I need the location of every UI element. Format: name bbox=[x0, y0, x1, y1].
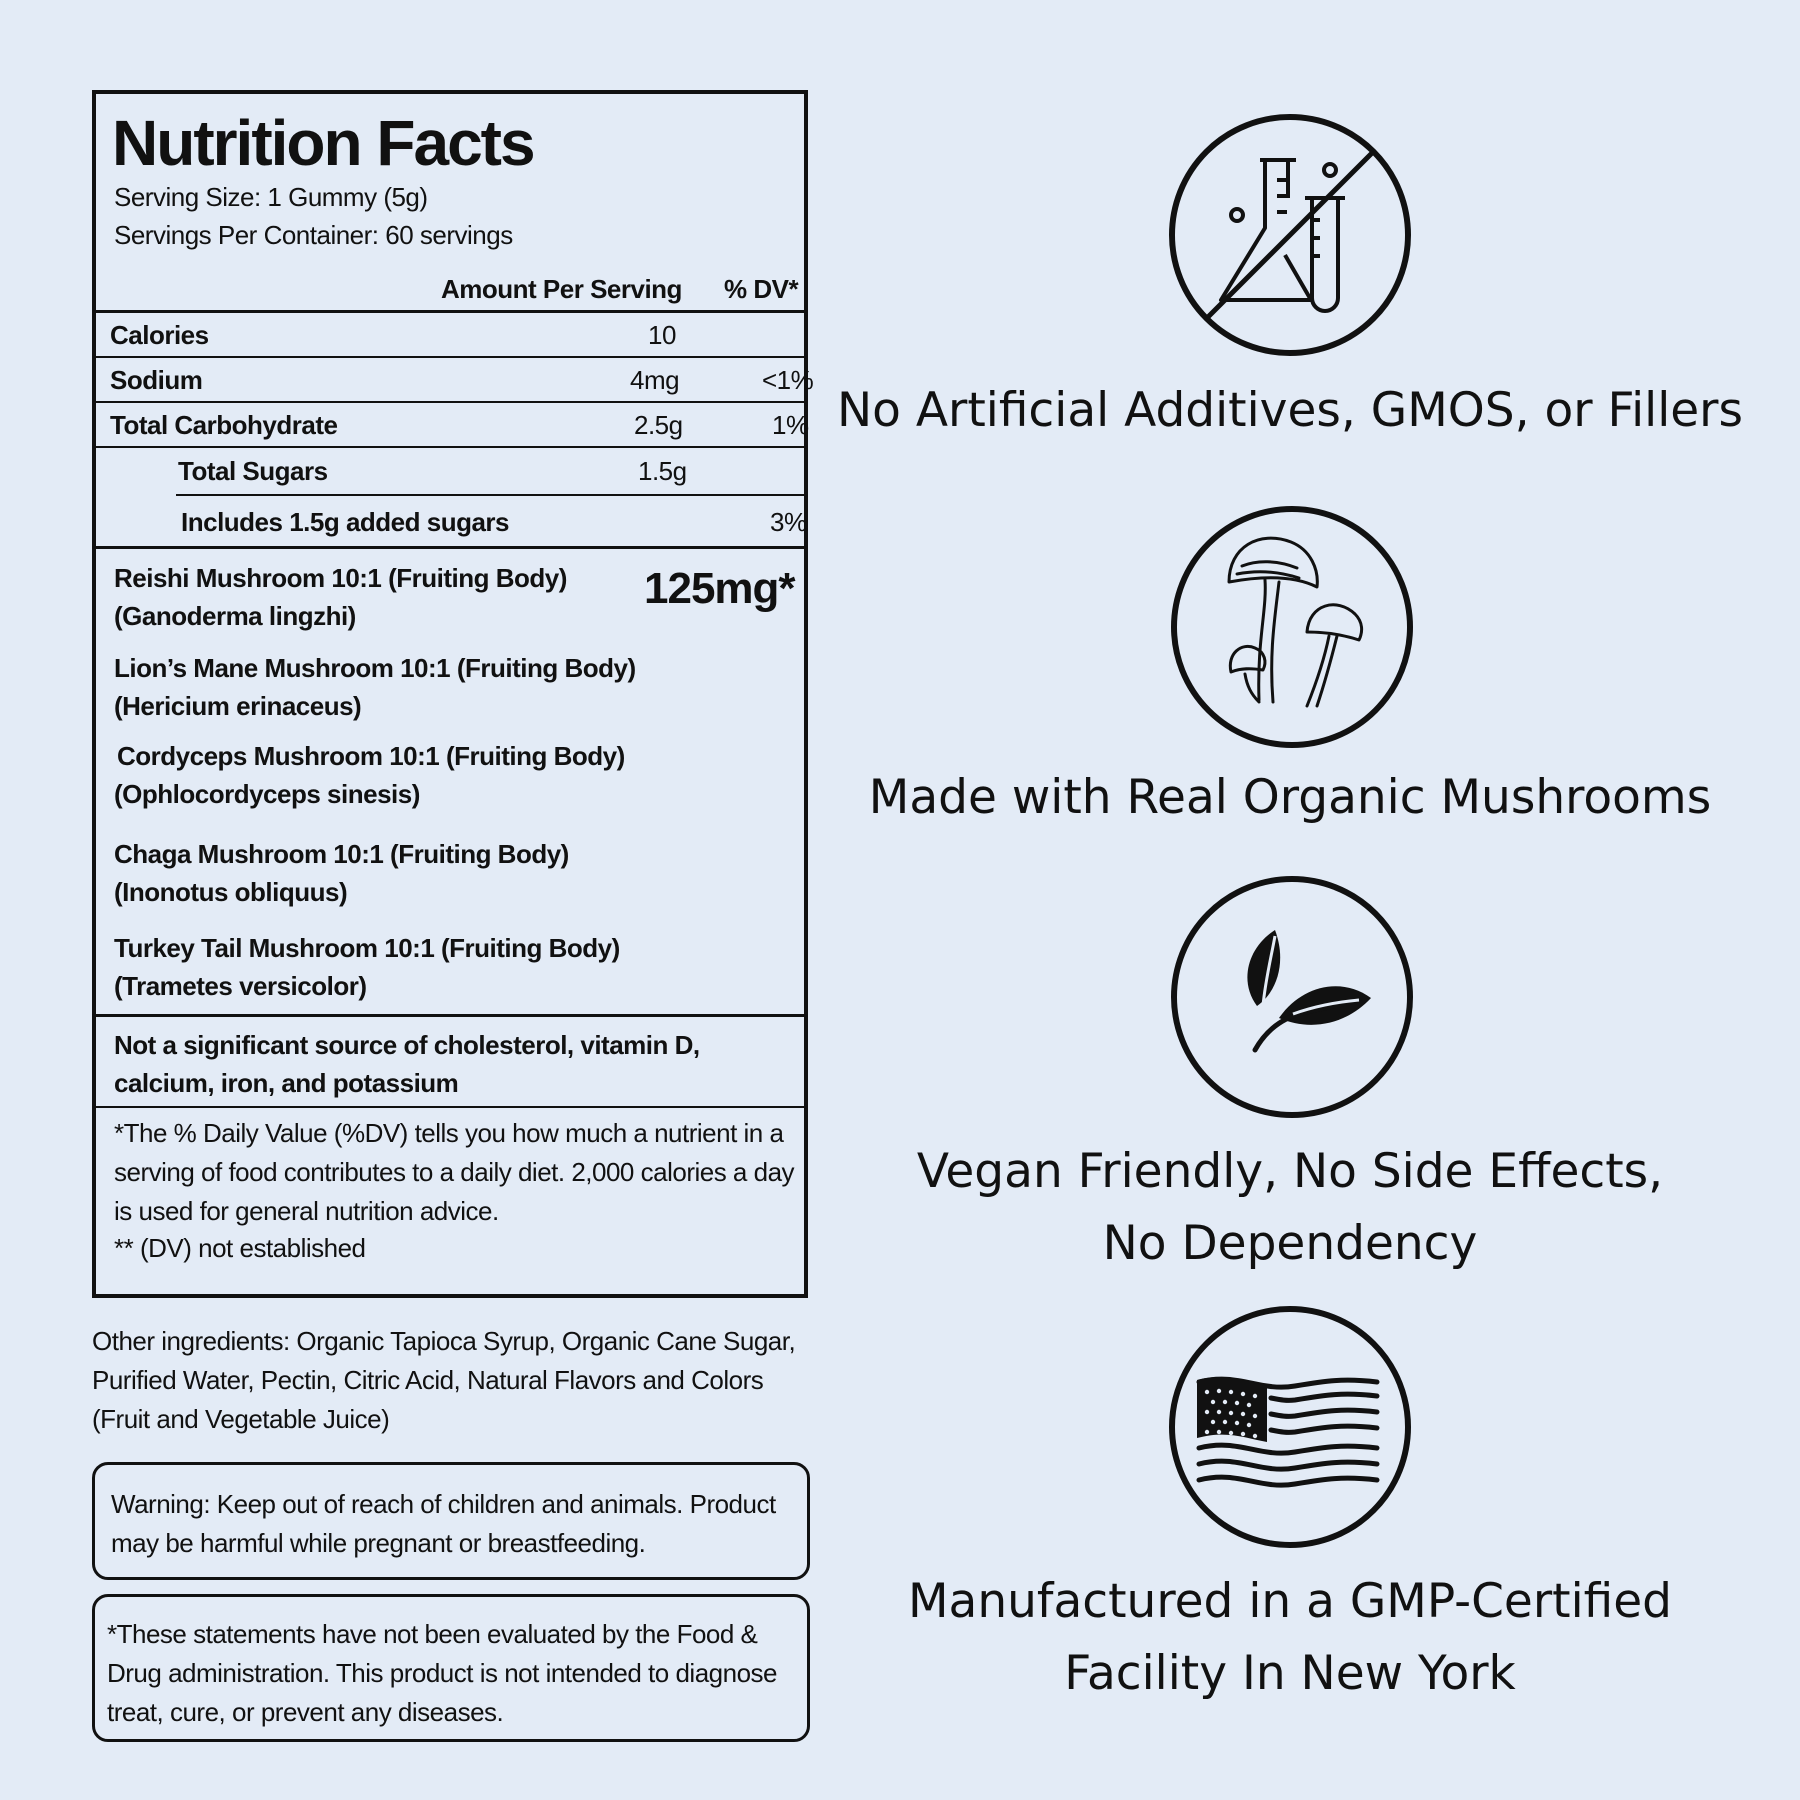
ingredient-latin: (Ophlocordyceps sinesis) bbox=[114, 779, 420, 809]
divider bbox=[96, 546, 804, 549]
feature-line: Facility In New York bbox=[1064, 1646, 1516, 1701]
row-dv-added-sugars: 3% bbox=[770, 507, 807, 537]
ingredient-lions-mane bbox=[114, 649, 734, 725]
row-amount-total-carbohydrate: 2.5g bbox=[634, 410, 683, 440]
row-amount-sodium: 4mg bbox=[630, 365, 680, 395]
divider bbox=[96, 401, 804, 403]
dv-not-established: ** (DV) not established bbox=[114, 1233, 366, 1263]
ingredient-latin: (Trametes versicolor) bbox=[114, 971, 367, 1001]
feature-line: Vegan Friendly, No Side Effects, bbox=[916, 1144, 1664, 1199]
not-significant-source: Not a significant source of cholesterol, vitamin D, calcium, iron, and potassium bbox=[114, 1030, 700, 1098]
ingredient-name: Turkey Tail Mushroom 10:1 (Fruiting Body) bbox=[114, 933, 620, 963]
divider bbox=[96, 1106, 804, 1108]
ingredient-name: Cordyceps Mushroom 10:1 (Fruiting Body) bbox=[117, 741, 625, 771]
divider bbox=[96, 446, 804, 448]
divider bbox=[96, 356, 804, 358]
divider bbox=[176, 494, 804, 496]
feature-no-additives bbox=[820, 375, 1760, 447]
ingredient-chaga bbox=[114, 835, 734, 911]
fda-disclaimer-text: *These statements have not been evaluated by the Food & Drug administration. This product is not intended to diagnose treat, cure, or prevent any diseases. bbox=[107, 1619, 777, 1727]
ingredient-latin: (Ganoderma lingzhi) bbox=[114, 601, 356, 631]
feature-line: Made with Real Organic Mushrooms bbox=[868, 770, 1712, 825]
row-amount-total-sugars: 1.5g bbox=[638, 456, 687, 486]
dv-header: % DV* bbox=[724, 274, 799, 304]
ingredient-name: Chaga Mushroom 10:1 (Fruiting Body) bbox=[114, 839, 569, 869]
feature-vegan-friendly bbox=[820, 1136, 1760, 1280]
fda-disclaimer-box bbox=[92, 1594, 810, 1742]
feature-line: No Artificial Additives, GMOS, or Fillers bbox=[837, 383, 1743, 438]
row-label-sodium: Sodium bbox=[110, 365, 203, 395]
feature-line: No Dependency bbox=[1102, 1216, 1478, 1271]
serving-size: Serving Size: 1 Gummy (5g) bbox=[114, 182, 428, 212]
ingredient-cordyceps bbox=[114, 737, 734, 813]
divider bbox=[96, 1014, 804, 1017]
row-label-total-sugars: Total Sugars bbox=[178, 456, 328, 486]
row-label-total-carbohydrate: Total Carbohydrate bbox=[110, 410, 338, 440]
dv-footnote: *The % Daily Value (%DV) tells you how much a nutrient in a serving of food contributes to a daily diet. 2,000 calories a day is used for general nutrition advice. bbox=[114, 1118, 795, 1226]
feature-line: Manufactured in a GMP-Certified bbox=[908, 1574, 1672, 1629]
ingredient-name: Reishi Mushroom 10:1 (Fruiting Body) bbox=[114, 563, 567, 593]
servings-per-container: Servings Per Container: 60 servings bbox=[114, 220, 513, 250]
ingredient-name: Lion’s Mane Mushroom 10:1 (Fruiting Body) bbox=[114, 653, 636, 683]
blend-amount: 125mg* bbox=[644, 564, 795, 613]
row-dv-total-carbohydrate: 1% bbox=[772, 410, 809, 440]
divider bbox=[96, 310, 804, 313]
ingredient-latin: (Inonotus obliquus) bbox=[114, 877, 348, 907]
row-label-added-sugars: Includes 1.5g added sugars bbox=[181, 507, 509, 537]
feature-organic-mushrooms bbox=[820, 762, 1760, 834]
no-lab-flask-icon bbox=[1165, 110, 1415, 360]
warning-text: Warning: Keep out of reach of children and animals. Product may be harmful while pregnant or breastfeeding. bbox=[111, 1489, 776, 1558]
row-dv-sodium: <1% bbox=[762, 365, 814, 395]
other-ingredients: Other ingredients: Organic Tapioca Syrup, Organic Cane Sugar, Purified Water, Pectin, Citric Acid, Natural Flavors and Colors (Fruit and Vegetable Juice) bbox=[92, 1326, 796, 1434]
ingredient-turkey-tail bbox=[114, 929, 734, 1005]
nutrition-facts-panel bbox=[92, 90, 814, 1298]
amount-per-serving-header: Amount Per Serving bbox=[441, 274, 682, 304]
feature-gmp-certified bbox=[820, 1566, 1760, 1710]
ingredient-latin: (Hericium erinaceus) bbox=[114, 691, 362, 721]
mushroom-icon bbox=[1167, 502, 1417, 752]
row-amount-calories: 10 bbox=[648, 320, 676, 350]
leaves-icon bbox=[1167, 872, 1417, 1122]
ingredient-reishi bbox=[114, 559, 634, 635]
us-flag-icon bbox=[1165, 1302, 1415, 1552]
nutrition-title: Nutrition Facts bbox=[112, 107, 534, 179]
warning-box bbox=[92, 1462, 810, 1580]
row-label-calories: Calories bbox=[110, 320, 209, 350]
